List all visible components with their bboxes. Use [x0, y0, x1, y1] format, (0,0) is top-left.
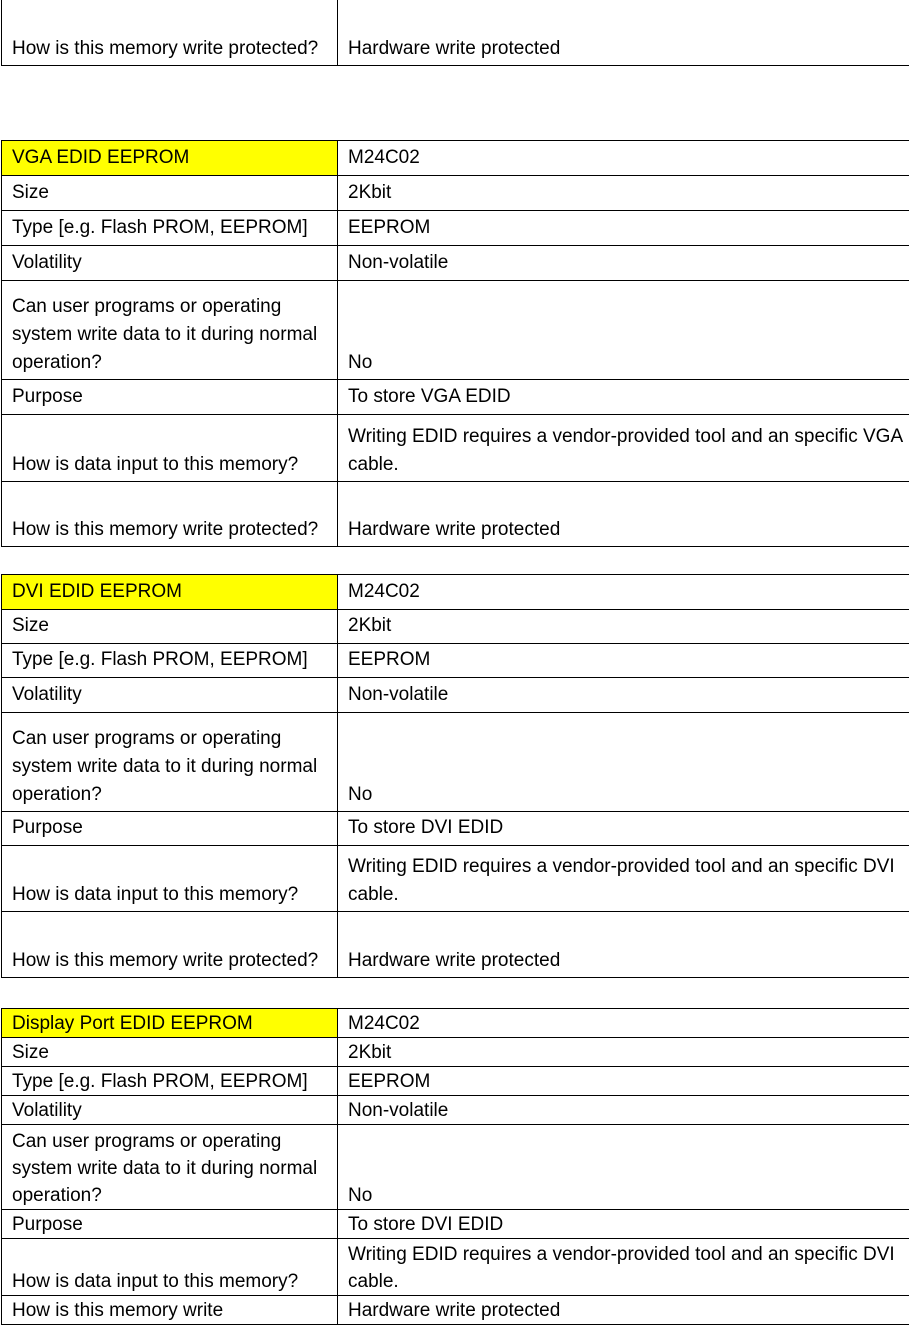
- row-label: How is this memory write: [2, 1296, 338, 1325]
- row-value: 2Kbit: [338, 1038, 909, 1067]
- table-row: [2, 1239, 909, 1296]
- table-title-value: M24C02: [338, 141, 909, 176]
- table-row: [2, 1210, 909, 1239]
- row-label: Size: [2, 1038, 338, 1067]
- row-value: To store VGA EDID: [338, 380, 909, 415]
- vga-edid-table: [1, 140, 909, 547]
- row-value: No: [338, 713, 909, 812]
- row-label: Can user programs or operating system write data to it during normal operation?: [2, 1125, 338, 1210]
- row-label: How is this memory write protected?: [2, 0, 338, 66]
- row-label: How is this memory write protected?: [2, 912, 338, 978]
- table-row: [2, 846, 909, 912]
- row-value: Non-volatile: [338, 246, 909, 281]
- table-header-row: [2, 1009, 909, 1038]
- table-row: [2, 678, 909, 713]
- row-value: EEPROM: [338, 644, 909, 678]
- row-value: Writing EDID requires a vendor-provided tool and an specific DVI cable.: [338, 846, 909, 912]
- row-value: To store DVI EDID: [338, 1210, 909, 1239]
- row-value: No: [338, 281, 909, 380]
- row-value: To store DVI EDID: [338, 812, 909, 846]
- table-row: [2, 812, 909, 846]
- table-row: [2, 1067, 909, 1096]
- row-label: Size: [2, 176, 338, 211]
- table-row: [2, 415, 909, 482]
- row-value: EEPROM: [338, 211, 909, 246]
- table-row: [2, 1296, 909, 1325]
- row-value: Writing EDID requires a vendor-provided tool and an specific DVI cable.: [338, 1239, 909, 1296]
- row-label: Purpose: [2, 812, 338, 846]
- table-title: VGA EDID EEPROM: [2, 141, 338, 176]
- row-label: Can user programs or operating system write data to it during normal operation?: [2, 281, 338, 380]
- row-value: Hardware write protected: [338, 912, 909, 978]
- dvi-edid-table: [1, 574, 909, 978]
- row-value: Hardware write protected: [338, 1296, 909, 1325]
- table-row: [2, 713, 909, 812]
- row-label: How is data input to this memory?: [2, 1239, 338, 1296]
- row-value: Non-volatile: [338, 678, 909, 713]
- row-label: How is data input to this memory?: [2, 846, 338, 912]
- table-row: [2, 1038, 909, 1067]
- table-title: Display Port EDID EEPROM: [2, 1009, 338, 1038]
- table-row: [2, 380, 909, 415]
- table-row: [2, 912, 909, 978]
- row-label: How is data input to this memory?: [2, 415, 338, 482]
- row-label: Size: [2, 610, 338, 644]
- row-value: Hardware write protected: [338, 482, 909, 547]
- row-label: Type [e.g. Flash PROM, EEPROM]: [2, 644, 338, 678]
- table-header-row: [2, 575, 909, 610]
- row-label: How is this memory write protected?: [2, 482, 338, 547]
- row-label: Can user programs or operating system write data to it during normal operation?: [2, 713, 338, 812]
- table-row: [2, 281, 909, 380]
- table-row: [2, 0, 909, 66]
- row-value: 2Kbit: [338, 176, 909, 211]
- row-value: Non-volatile: [338, 1096, 909, 1125]
- table-row: [2, 211, 909, 246]
- row-label: Volatility: [2, 1096, 338, 1125]
- table-row: [2, 482, 909, 547]
- dp-edid-table: [1, 1008, 909, 1325]
- table-row: [2, 176, 909, 211]
- row-label: Volatility: [2, 246, 338, 281]
- row-value: Hardware write protected: [338, 0, 909, 66]
- table-title-value: M24C02: [338, 575, 909, 610]
- row-label: Purpose: [2, 1210, 338, 1239]
- row-label: Purpose: [2, 380, 338, 415]
- table-row: [2, 644, 909, 678]
- table-row: [2, 610, 909, 644]
- table-row: [2, 1096, 909, 1125]
- table-row: [2, 246, 909, 281]
- row-label: Type [e.g. Flash PROM, EEPROM]: [2, 1067, 338, 1096]
- table-row: [2, 1125, 909, 1210]
- row-value: Writing EDID requires a vendor-provided tool and an specific VGA cable.: [338, 415, 909, 482]
- table-title-value: M24C02: [338, 1009, 909, 1038]
- row-value: EEPROM: [338, 1067, 909, 1096]
- table-header-row: [2, 141, 909, 176]
- row-value: No: [338, 1125, 909, 1210]
- table-title: DVI EDID EEPROM: [2, 575, 338, 610]
- row-label: Volatility: [2, 678, 338, 713]
- row-label: Type [e.g. Flash PROM, EEPROM]: [2, 211, 338, 246]
- top-table: [1, 0, 909, 66]
- row-value: 2Kbit: [338, 610, 909, 644]
